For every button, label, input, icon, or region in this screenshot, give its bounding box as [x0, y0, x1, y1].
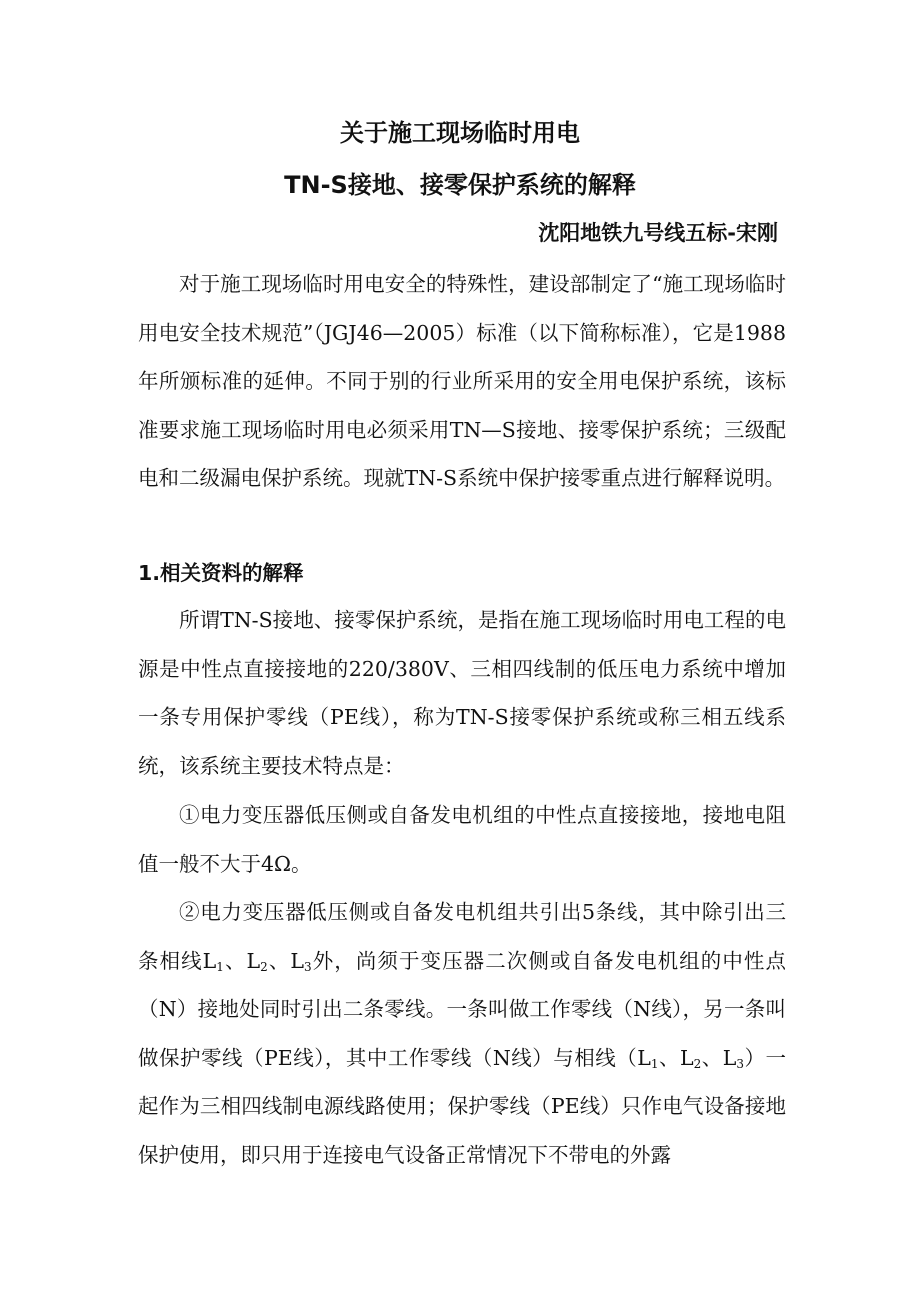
- section-1-paragraph: 所谓TN-S接地、接零保护系统，是指在施工现场临时用电工程的电源是中性点直接接地的220/380V、三相四线制的低压电力系统中增加一条专用保护零线（PE线），称为TN-S接零保护系统或称三相五线系统，该系统主要技术特点是：: [138, 608, 786, 778]
- subscript-5: 2: [693, 1056, 702, 1071]
- subscript-3: 3: [304, 959, 312, 974]
- item-2-text-e: 、L: [658, 1045, 694, 1070]
- item-2-text-b: 、L: [223, 948, 261, 973]
- item-1-paragraph: ①电力变压器低压侧或自备发电机组的中性点直接接地，接地电阻值一般不大于4Ω。: [138, 803, 786, 876]
- subscript-4: 1: [650, 1056, 659, 1071]
- subscript-1: 1: [216, 959, 224, 974]
- subscript-6: 3: [736, 1056, 745, 1071]
- document-title-line-2: TN-S接地、接零保护系统的解释: [284, 171, 636, 199]
- subscript-2: 2: [260, 959, 268, 974]
- intro-paragraph: 对于施工现场临时用电安全的特殊性，建设部制定了“施工现场临时用电安全技术规范”（JGJ46—2005）标准（以下简称标准），它是1988年所颁标准的延伸。不同于别的行业所采用的安全用电保护系统，该标准要求施工现场临时用电必须采用TN—S接地、接零保护系统；三级配电和二级漏电保护系统。现就TN-S系统中保护接零重点进行解释说明。: [138, 272, 786, 490]
- item-2-text-g: ）一起作为三相四线制电源线路使用；保护零线（PE线）只作电气设备接地保护使用，即只用于连接电气设备正常情况下不带电的外露: [138, 1045, 786, 1167]
- item-2-text-c: 、L: [267, 948, 305, 973]
- section-1-heading: 1.相关资料的解释: [138, 561, 304, 585]
- item-2-paragraph: [138, 888, 786, 1179]
- author-line: 沈阳地铁九号线五标-宋刚: [538, 221, 778, 245]
- item-2-text-d: 外，尚须于变压器二次侧或自备发电机组的中性点（N）接地处同时引出二条零线。一条叫做工作零线（N线），另一条叫做保护零线（PE线），其中工作零线（N线）与相线（L: [138, 948, 786, 1070]
- document-title-line-1: 关于施工现场临时用电: [340, 119, 580, 147]
- item-2-text-f: 、L: [701, 1045, 737, 1070]
- item-2-text-a: ②电力变压器低压侧或自备发电机组共引出5条线，其中除引出三条相线L: [138, 900, 786, 973]
